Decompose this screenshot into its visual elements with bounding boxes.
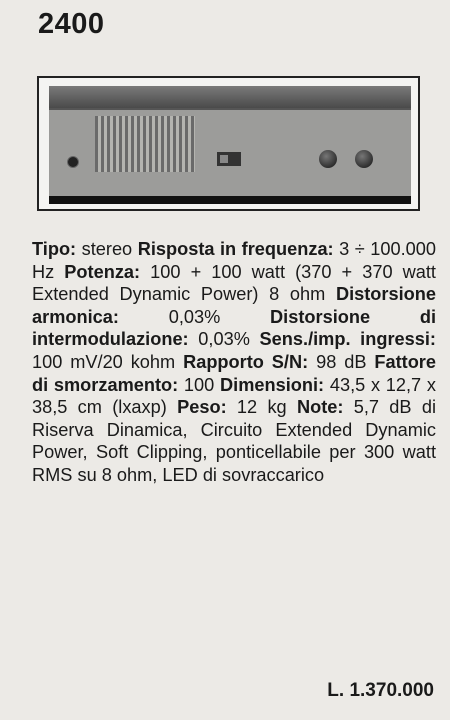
intermod-value: 0,03%: [198, 329, 250, 350]
amplifier-base: [49, 196, 411, 204]
dimensioni-value: 43,5 x 12,7 x 38,5 cm (lxaxp): [32, 374, 436, 418]
risposta-label: Risposta in frequenza:: [137, 239, 334, 259]
potenza-label: Potenza:: [64, 261, 141, 282]
rapporto-value: 98 dB: [316, 351, 367, 372]
amplifier-top-panel: [49, 86, 411, 108]
amplifier-front-panel: [49, 108, 411, 198]
peso-label: Peso:: [177, 397, 227, 418]
power-button-icon: [67, 156, 79, 168]
intermod-label: Distorsione di intermodulazione:: [32, 306, 437, 350]
peso-value: 12 kg: [236, 397, 287, 418]
tipo-label: Tipo:: [32, 239, 77, 259]
fattore-value: 100: [183, 374, 215, 395]
sens-value: 100 mV/20 kohm: [32, 351, 176, 372]
distorsione-value: 0,03%: [168, 306, 221, 327]
heatsink-grille: [95, 116, 195, 172]
model-number: 2400: [38, 8, 105, 40]
risposta-value: 3 ÷ 100.000 Hz: [32, 239, 436, 282]
sens-label: Sens./imp. ingressi:: [259, 329, 436, 350]
price: L. 1.370.000: [327, 680, 434, 701]
fattore-label: Fattore di smorzamento:: [32, 351, 436, 395]
rapporto-label: Rapporto S/N:: [183, 351, 309, 372]
distorsione-label: Distorsione armonica:: [32, 284, 436, 327]
balance-knob-icon: [355, 150, 373, 168]
selector-switch-icon: [217, 152, 241, 166]
product-photo: [37, 76, 420, 211]
volume-knob-icon: [319, 150, 337, 168]
note-value: 5,7 dB di Riserva Dinamica, Circuito Extended Dynamic Power, Soft Clipping, ponticellabile per 300 watt RMS su 8 ohm, LED di sovraccarico: [32, 397, 436, 485]
spec-text: [32, 238, 436, 487]
dimensioni-label: Dimensioni:: [220, 374, 325, 395]
note-label: Note:: [296, 397, 344, 418]
amplifier-image: [49, 86, 411, 204]
tipo-value: stereo: [81, 239, 133, 259]
potenza-value: 100 + 100 watt (370 + 370 watt Extended Dynamic Power) 8 ohm: [32, 261, 436, 305]
